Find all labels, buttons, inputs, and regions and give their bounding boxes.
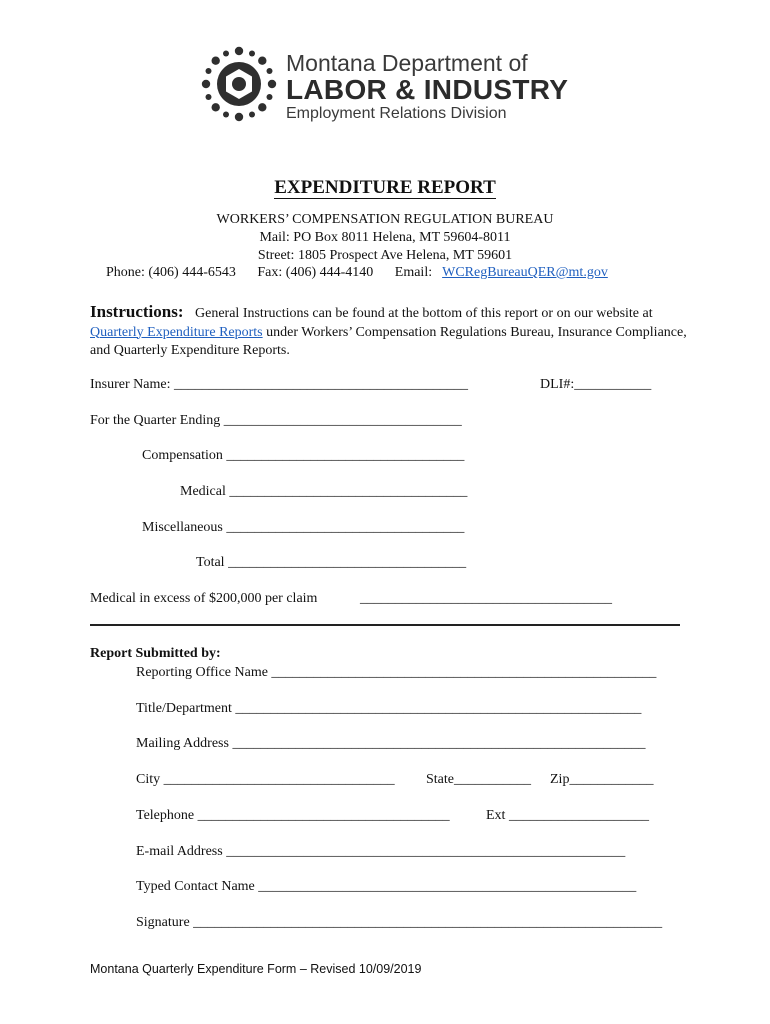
- footer-revision: Montana Quarterly Expenditure Form – Revised 10/09/2019: [90, 962, 422, 976]
- bureau-email-label: Email:: [394, 265, 433, 280]
- page-title: EXPENDITURE REPORT: [274, 177, 496, 198]
- reporting-office-field[interactable]: Reporting Office Name _______________________________________________________: [136, 665, 657, 680]
- gear-people-logo-icon: [200, 45, 278, 123]
- instructions-text-1: General Instructions can be found at the bottom of this report or on our website at: [195, 306, 653, 321]
- medical-excess-label: Medical in excess of $200,000 per claim: [90, 591, 318, 606]
- org-name-line2: LABOR & INDUSTRY: [286, 74, 569, 105]
- state-field[interactable]: State___________: [426, 772, 531, 787]
- medical-excess-field[interactable]: ____________________________________: [360, 591, 612, 606]
- email-address-field[interactable]: E-mail Address _________________________________________________________: [136, 844, 626, 859]
- compensation-field[interactable]: Compensation __________________________________: [142, 448, 465, 463]
- instructions-text-2: under Workers’ Compensation Regulations Bureau, Insurance Compliance, and Quarterly Expenditure Reports.: [90, 324, 687, 358]
- total-field[interactable]: Total __________________________________: [196, 555, 467, 570]
- ext-field[interactable]: Ext ____________________: [486, 808, 649, 823]
- org-name-line1: Montana Department of: [286, 50, 528, 76]
- miscellaneous-field[interactable]: Miscellaneous __________________________________: [142, 520, 465, 535]
- signature-field[interactable]: Signature ___________________________________________________________________: [136, 915, 663, 930]
- medical-field[interactable]: Medical __________________________________: [180, 484, 468, 499]
- org-division: Employment Relations Division: [286, 105, 507, 122]
- title-department-field[interactable]: Title/Department __________________________________________________________: [136, 701, 642, 716]
- contact-line: [106, 265, 608, 281]
- bureau-fax: Fax: (406) 444-4140: [257, 265, 374, 280]
- section-divider: [90, 624, 680, 626]
- bureau-name: WORKERS’ COMPENSATION REGULATION BUREAU: [216, 212, 554, 227]
- mailing-address-field[interactable]: Mailing Address ___________________________________________________________: [136, 736, 646, 751]
- quarter-ending-field[interactable]: For the Quarter Ending __________________________________: [90, 413, 462, 428]
- bureau-phone: Phone: (406) 444-6543: [106, 265, 236, 280]
- instructions: [90, 303, 690, 361]
- dli-field[interactable]: DLI#:___________: [540, 377, 652, 392]
- typed-contact-name-field[interactable]: Typed Contact Name ______________________________________________________: [136, 879, 637, 894]
- instructions-label: Instructions:: [90, 302, 184, 321]
- bureau-street: Street: 1805 Prospect Ave Helena, MT 59601: [257, 248, 513, 263]
- bureau-mail: Mail: PO Box 8011 Helena, MT 59604-8011: [259, 230, 511, 245]
- insurer-name-field[interactable]: Insurer Name: __________________________________________: [90, 377, 468, 392]
- submitted-by-heading: Report Submitted by:: [90, 646, 221, 661]
- zip-field[interactable]: Zip____________: [550, 772, 654, 787]
- city-field[interactable]: City _________________________________: [136, 772, 395, 787]
- telephone-field[interactable]: Telephone ____________________________________: [136, 808, 450, 823]
- bureau-email-link[interactable]: WCRegBureauQER@mt.gov: [442, 265, 608, 280]
- quarterly-reports-link[interactable]: Quarterly Expenditure Reports: [90, 324, 263, 340]
